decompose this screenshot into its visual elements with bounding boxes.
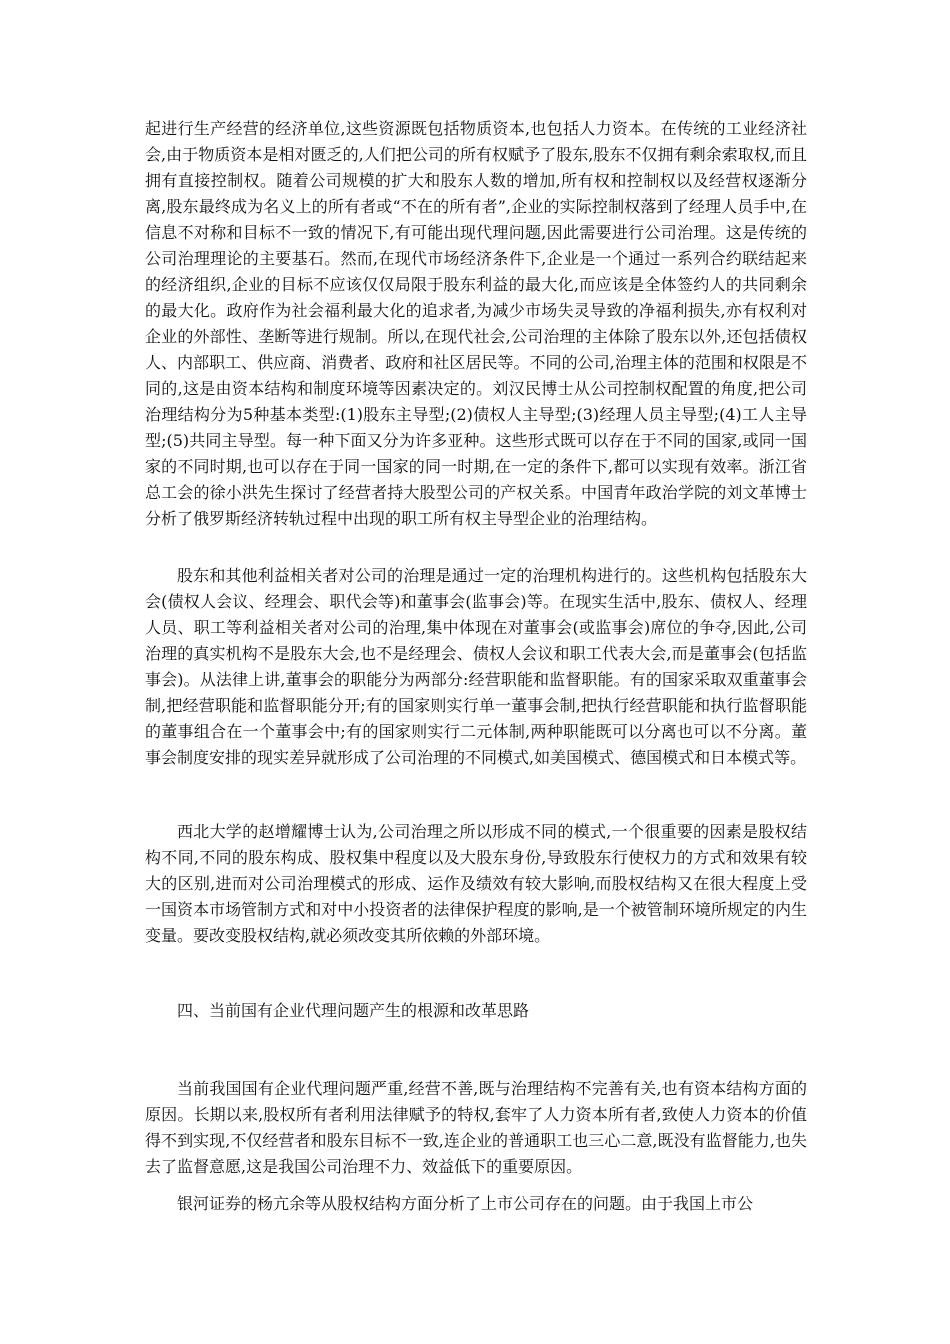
paragraph-3: 西北大学的赵增耀博士认为,公司治理之所以形成不同的模式,一个很重要的因素是股权结构不同,不同的股东构成、股权集中程度以及大股东身份,导致股东行使权力的方式和效果有较大的区别,进而对公司治理模式的形成、运作及绩效有较大影响,而股权结构又在很大程度上受一国资本市场管制方式和对中小投资者的法律保护程度的影响,是一个被管制环境所规定的内生变量。要改变股权结构,就必须改变其所依赖的外部环境。 [145,822,807,945]
paragraph-5: 银河证券的杨亢余等从股权结构方面分析了上市公司存在的问题。由于我国上市公 [177,1194,754,1213]
paragraph-4: 当前我国国有企业代理问题严重,经营不善,既与治理结构不完善有关,也有资本结构方面的原因。长期以来,股权所有者利用法律赋予的特权,套牢了人力资本所有者,致使人力资本的价值得不到实现,不仅经营者和股东目标不一致,连企业的普通职工也三心二意,既没有监督能力,也失去了监督意愿,这是我国公司治理不力、效益低下的重要原因。 [145,1079,807,1176]
paragraph-1: 起进行生产经营的经济单位,这些资源既包括物质资本,也包括人力资本。在传统的工业经济社会,由于物质资本是相对匮乏的,人们把公司的所有权赋予了股东,股东不仅拥有剩余索取权,而且拥有直接控制权。随着公司规模的扩大和股东人数的增加,所有权和控制权以及经营权逐渐分离,股东最终成为名义上的所有者或“不在的所有者”,企业的实际控制权落到了经理人员手中,在信息不对称和目标不一致的情况下,有可能出现代理问题,因此需要进行公司治理。这是传统的公司治理理论的主要基石。然而,在现代市场经济条件下,企业是一个通过一系列合约联结起来的经济组织,企业的目标不应该仅仅局限于股东利益的最大化,而应该是全体签约人的共同剩余的最大化。政府作为社会福利最大化的追求者,为减少市场失灵导致的净福利损失,亦有权利对企业的外部性、垄断等进行规制。所以,在现代社会,公司治理的主体除了股东以外,还包括债权人、内部职工、供应商、消费者、政府和社区居民等。不同的公司,治理主体的范围和权限是不同的,这是由资本结构和制度环境等因素决定的。刘汉民博士从公司控制权配置的角度,把公司治理结构分为5种基本类型:(1)股东主导型;(2)债权人主导型;(3)经理人员主导型;(4)工人主导型;(5)共同主导型。每一种下面又分为许多亚种。这些形式既可以存在于不同的国家,或同一国家的不同时期,也可以存在于同一国家的同一时期,在一定的条件下,都可以实现有效率。浙江省总工会的徐小洪先生探讨了经营者持大股型公司的产权关系。中国青年政治学院的刘文革博士分析了俄罗斯经济转轨过程中出现的职工所有权主导型企业的治理结构。 [145,119,807,528]
section-heading: 四、当前国有企业代理问题产生的根源和改革思路 [177,1001,530,1020]
paragraph-2: 股东和其他利益相关者对公司的治理是通过一定的治理机构进行的。这些机构包括股东大会(债权人会议、经理会、职代会等)和董事会(监事会)等。在现实生活中,股东、债权人、经理人员、职工等利益相关者对公司的治理,集中体现在对董事会(或监事会)席位的争夺,因此,公司治理的真实机构不是股东大会,也不是经理会、债权人会议和职工代表大会,而是董事会(包括监事会)。从法律上讲,董事会的职能分为两部分:经营职能和监督职能。有的国家采取双重董事会制,把经营职能和监督职能分开;有的国家则实行单一董事会制,把执行经营职能和执行监督职能的董事组合在一个董事会中;有的国家则实行二元体制,两种职能既可以分离也可以不分离。董事会制度安排的现实差异就形成了公司治理的不同模式,如美国模式、德国模式和日本模式等。 [145,566,807,767]
